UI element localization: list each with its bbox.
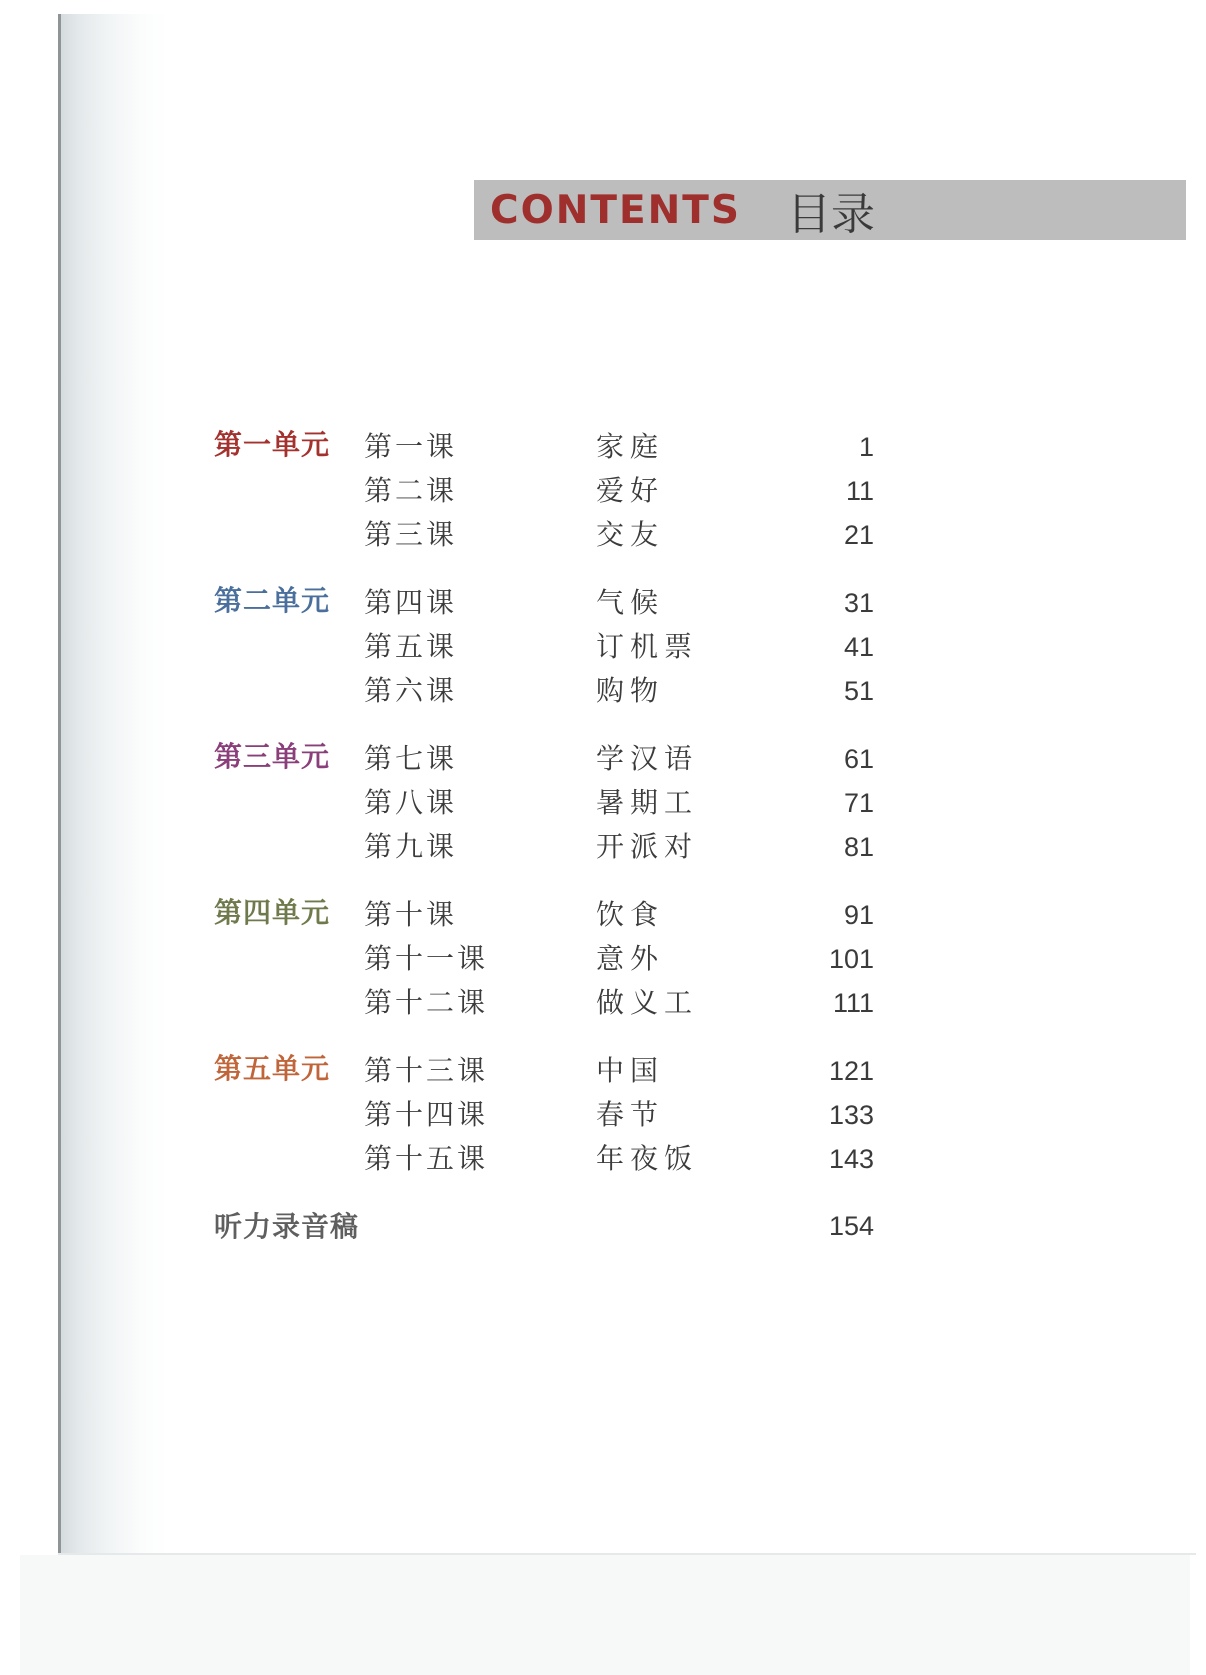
unit-label-4: 第四单元 — [214, 896, 331, 929]
lesson-title[interactable]: 购物 — [596, 674, 665, 707]
unit-label-1: 第一单元 — [214, 428, 331, 461]
lesson-number[interactable]: 第十三课 — [364, 1054, 489, 1087]
page-number: 1 — [858, 432, 874, 462]
lesson-title[interactable]: 中国 — [596, 1054, 665, 1087]
lesson-title[interactable]: 意外 — [596, 942, 665, 975]
contents-title-en: CONTENTS — [490, 187, 741, 233]
page-number: 61 — [843, 744, 874, 774]
lesson-number[interactable]: 第一课 — [364, 430, 458, 463]
lesson-title[interactable]: 爱好 — [596, 474, 665, 507]
page-number: 31 — [843, 588, 874, 618]
unit-label-5: 第五单元 — [214, 1052, 331, 1085]
lesson-number[interactable]: 第八课 — [364, 786, 458, 819]
lesson-number[interactable]: 第五课 — [364, 630, 458, 663]
lesson-number[interactable]: 第二课 — [364, 474, 458, 507]
lesson-number[interactable]: 第九课 — [364, 830, 458, 863]
unit-label-3: 第三单元 — [214, 740, 331, 773]
lesson-number[interactable]: 第七课 — [364, 742, 458, 775]
contents-title-zh: 目录 — [787, 189, 875, 240]
page-number: 51 — [843, 676, 874, 706]
page-number: 91 — [843, 900, 874, 930]
lesson-title[interactable]: 开派对 — [596, 830, 699, 863]
page-number: 143 — [828, 1144, 874, 1174]
lesson-number[interactable]: 第十四课 — [364, 1098, 489, 1131]
lesson-title[interactable]: 饮食 — [596, 898, 665, 931]
lesson-title[interactable]: 气候 — [596, 586, 665, 619]
lesson-title[interactable]: 订机票 — [596, 630, 699, 663]
appendix-label[interactable]: 听力录音稿 — [214, 1210, 360, 1243]
page-number: 81 — [843, 832, 874, 862]
lesson-title[interactable]: 家庭 — [596, 430, 665, 463]
lesson-number[interactable]: 第四课 — [364, 586, 458, 619]
page-number: 111 — [832, 988, 874, 1018]
page-number: 101 — [828, 944, 874, 974]
lesson-number[interactable]: 第十一课 — [364, 942, 489, 975]
lesson-number[interactable]: 第六课 — [364, 674, 458, 707]
lesson-number[interactable]: 第十课 — [364, 898, 458, 931]
page-number: 133 — [828, 1100, 874, 1130]
unit-label-2: 第二单元 — [214, 584, 331, 617]
lesson-number[interactable]: 第十五课 — [364, 1142, 489, 1175]
lesson-title[interactable]: 暑期工 — [596, 786, 699, 819]
lesson-title[interactable]: 交友 — [596, 518, 665, 551]
page-number: 121 — [828, 1056, 874, 1086]
lesson-number[interactable]: 第十二课 — [364, 986, 489, 1019]
lesson-title[interactable]: 春节 — [596, 1098, 665, 1131]
lesson-number[interactable]: 第三课 — [364, 518, 458, 551]
page-number: 71 — [843, 788, 874, 818]
lesson-title[interactable]: 年夜饭 — [596, 1142, 699, 1175]
lesson-title[interactable]: 学汉语 — [596, 742, 699, 775]
page-number: 21 — [843, 520, 874, 550]
page-number: 41 — [843, 632, 874, 662]
appendix-page-number: 154 — [828, 1211, 874, 1241]
page-number: 11 — [845, 476, 874, 506]
lesson-title[interactable]: 做义工 — [596, 986, 699, 1019]
